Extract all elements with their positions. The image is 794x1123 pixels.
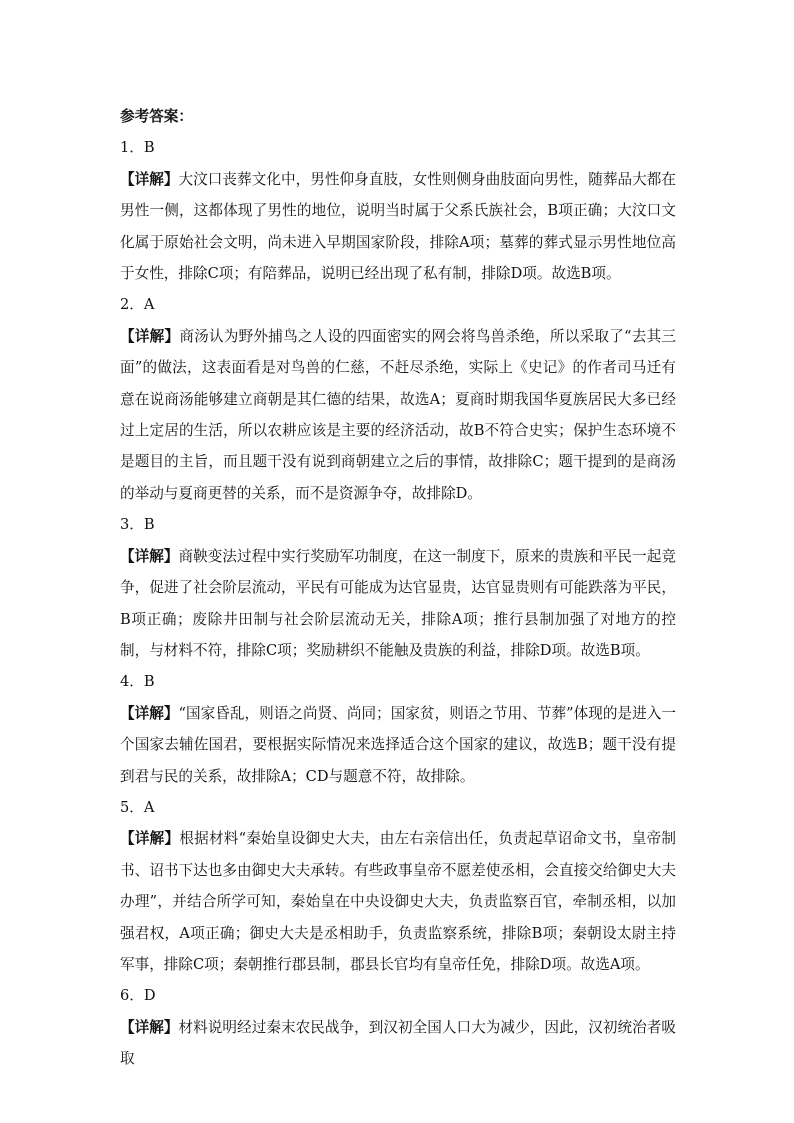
explanation-tag: 【详解】: [120, 704, 179, 722]
explanation-tag: 【详解】: [120, 327, 180, 345]
explanation-tag: 【详解】: [120, 1018, 179, 1036]
answer-explanation: [120, 698, 676, 792]
answer-number: 3．B: [120, 516, 155, 534]
answers-heading: 参考答案：: [120, 108, 193, 125]
answer-explanation: [120, 321, 676, 509]
answer-explanation: [120, 823, 676, 980]
explanation-text: “国家昏乱，则语之尚贤、尚同；国家贫，则语之节用、节葬”体现的是进入一个国家去辅佐国君，要根据实际情况来选择适合这个国家的建议，故选B；题干没有提到君与民的关系，故排除A；CD与题意不符，故排除。: [120, 704, 676, 785]
answer-number: 1．B: [120, 139, 155, 157]
explanation-tag: 【详解】: [120, 830, 180, 848]
explanation-tag: 【详解】: [120, 170, 179, 188]
explanation-tag: 【详解】: [120, 547, 179, 565]
explanation-text: 根据材料“秦始皇设御史大夫，由左右亲信出任，负责起草诏命文书，皇帝制书、诏书下达也多由御史大夫承转。有些政事皇帝不愿差使丞相，会直接交给御史大夫办理”，并结合所学可知，秦始皇在中央设御史大夫，负责监察百官，牵制丞相，以加强君权，A项正确；御史大夫是丞相助手，负责监察系统，排除B项；秦朝设太尉主持军事，排除C项；秦朝推行郡县制，郡县长官均有皇帝任免，排除D项。故选A项。: [120, 830, 676, 973]
answer-number: 5．A: [120, 798, 155, 816]
answer-number: 2．A: [120, 296, 155, 314]
answer-explanation: [120, 164, 676, 290]
answer-content: [120, 101, 676, 1075]
explanation-text: 商汤认为野外捕鸟之人设的四面密实的网会将鸟兽杀绝，所以采取了“去其三面”的做法，这表面看是对鸟兽的仁慈，不赶尽杀绝，实际上《史记》的作者司马迁有意在说商汤能够建立商朝是其仁德的结果，故选A；夏商时期我国华夏族居民大多已经过上定居的生活，所以农耕应该是主要的经济活动，故B不符合史实；保护生态环境不是题目的主旨，而且题干没有说到商朝建立之后的事情，故排除C；题干提到的是商汤的举动与夏商更替的关系，而不是资源争夺，故排除D。: [120, 327, 676, 502]
answer-number: 6．D: [120, 987, 156, 1005]
answer-explanation: [120, 541, 676, 667]
explanation-text: 商鞅变法过程中实行奖励军功制度，在这一制度下，原来的贵族和平民一起竞争，促进了社会阶层流动，平民有可能成为达官显贵，达官显贵则有可能跌落为平民，B项正确；废除井田制与社会阶层流动无关，排除A项；推行县制加强了对地方的控制，与材料不符，排除C项；奖励耕织不能触及贵族的利益，排除D项。故选B项。: [120, 547, 676, 659]
answer-number: 4．B: [120, 673, 155, 691]
answer-explanation: [120, 1012, 676, 1075]
explanation-text: 大汶口丧葬文化中，男性仰身直肢，女性则侧身曲肢面向男性，随葬品大都在男性一侧，这都体现了男性的地位，说明当时属于父系氏族社会，B项正确；大汶口文化属于原始社会文明，尚未进入早期国家阶段，排除A项；墓葬的葬式显示男性地位高于女性，排除C项；有陪葬品，说明已经出现了私有制，排除D项。故选B项。: [120, 170, 676, 283]
explanation-text: 材料说明经过秦末农民战争，到汉初全国人口大为减少，因此，汉初统治者吸取: [120, 1018, 676, 1068]
